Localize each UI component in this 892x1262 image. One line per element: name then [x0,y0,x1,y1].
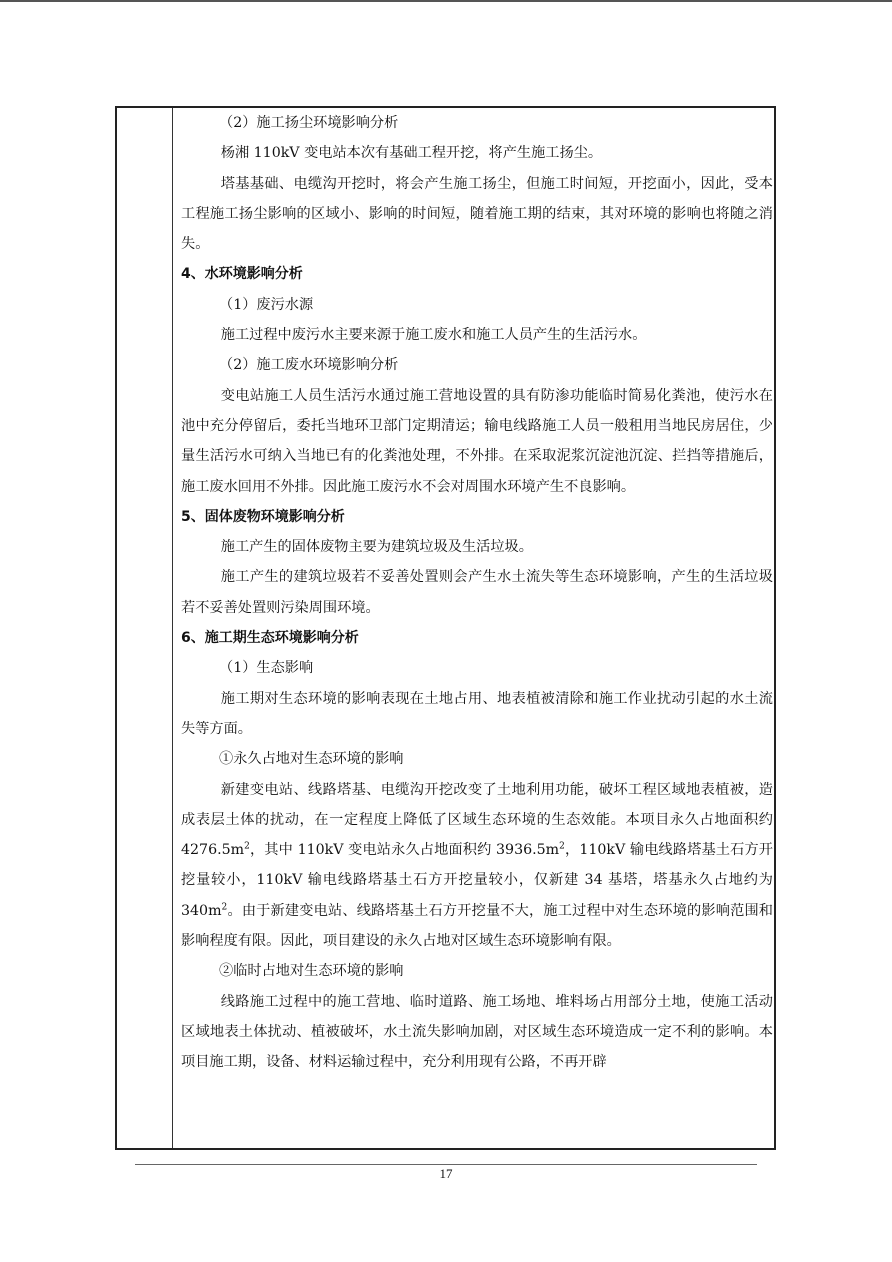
section-heading-ecology: 6、施工期生态环境影响分析 [181,630,359,647]
paragraph-permanent-land [181,775,773,957]
text-run: 。由于新建变电站、线路塔基土石方开挖量不大，施工过程中对生态环境的影响范围和影响程度有限。因此，项目建设的永久占地对区域生态环境影响有限。 [181,902,773,950]
text-run: ，110kV 输电线路塔基土石方开挖量较小，110kV 输电线路塔基土石方开挖量较小，仅新建 34 基塔，塔基永久占地约为 340m [181,842,773,919]
paragraph: 施工产生的固体废物主要为建筑垃圾及生活垃圾。 [220,539,533,556]
text-run: 新建变电站、线路塔基、电缆沟开挖改变了土地利用功能，破坏工程区域地表植被，造成表层土体的扰动，在一定程度上降低了区域生态环境的生态效能。本项目永久占地面积约 4276.5m [181,781,773,859]
superscript: 2 [244,841,250,852]
subheading-temporary-land: ②临时占地对生态环境的影响 [219,963,404,980]
section-heading-solid-waste: 5、固体废物环境影响分析 [181,508,345,525]
subheading-wastewater-analysis: （2）施工废水环境影响分析 [219,357,399,374]
superscript: 2 [559,841,565,852]
subheading-permanent-land: ①永久占地对生态环境的影响 [219,751,404,768]
table-content-cell [181,108,773,1078]
paragraph: 施工期对生态环境的影响表现在土地占用、地表植被清除和施工作业扰动引起的水土流失等方面。 [181,690,773,737]
page-number: 17 [439,1166,453,1181]
superscript: 2 [221,901,228,912]
subheading-ecological-impact: （1）生态影响 [219,660,314,677]
table-left-column [117,108,173,1148]
text-run: ，其中 110kV 变电站永久占地面积约 3936.5m [249,842,560,859]
paragraph: 施工产生的建筑垃圾若不妥善处置则会产生水土流失等生态环境影响，产生的生活垃圾若不妥善处置则污染周围环境。 [181,569,773,616]
paragraph: 变电站施工人员生活污水通过施工营地设置的具有防渗功能临时简易化粪池，使污水在池中充分停留后，委托当地环卫部门定期清运；输电线路施工人员一般租用当地民房居住，少量生活污水可纳入当地已有的化粪池处理，不外排。在采取泥浆沉淀池沉淀、拦挡等措施后，施工废水回用不外排。因此施工废污水不会对周围水环境产生不良影响。 [181,387,773,495]
paragraph: 施工过程中废污水主要来源于施工废水和施工人员产生的生活污水。 [220,327,647,344]
paragraph: 杨湘 110kV 变电站本次有基础工程开挖，将产生施工扬尘。 [220,145,603,162]
report-table [115,106,776,1150]
page-top-edge [0,0,892,2]
subheading-dust-analysis: （2）施工扬尘环境影响分析 [219,115,399,131]
subheading-wastewater-source: （1）废污水源 [219,296,314,313]
paragraph: 塔基基础、电缆沟开挖时，将会产生施工扬尘，但施工时间短，开挖面小，因此，受本工程施工扬尘影响的区域小、影响的时间短，随着施工期的结束，其对环境的影响也将随之消失。 [181,175,773,253]
section-heading-water: 4、水环境影响分析 [181,266,303,283]
footer-divider [135,1164,757,1165]
paragraph: 线路施工过程中的施工营地、临时道路、施工场地、堆料场占用部分土地，使施工活动区域地表土体扰动、植被破坏，水土流失影响加剧，对区域生态环境造成一定不利的影响。本项目施工期，设备、材料运输过程中，充分利用现有公路，不再开辟 [181,993,773,1071]
